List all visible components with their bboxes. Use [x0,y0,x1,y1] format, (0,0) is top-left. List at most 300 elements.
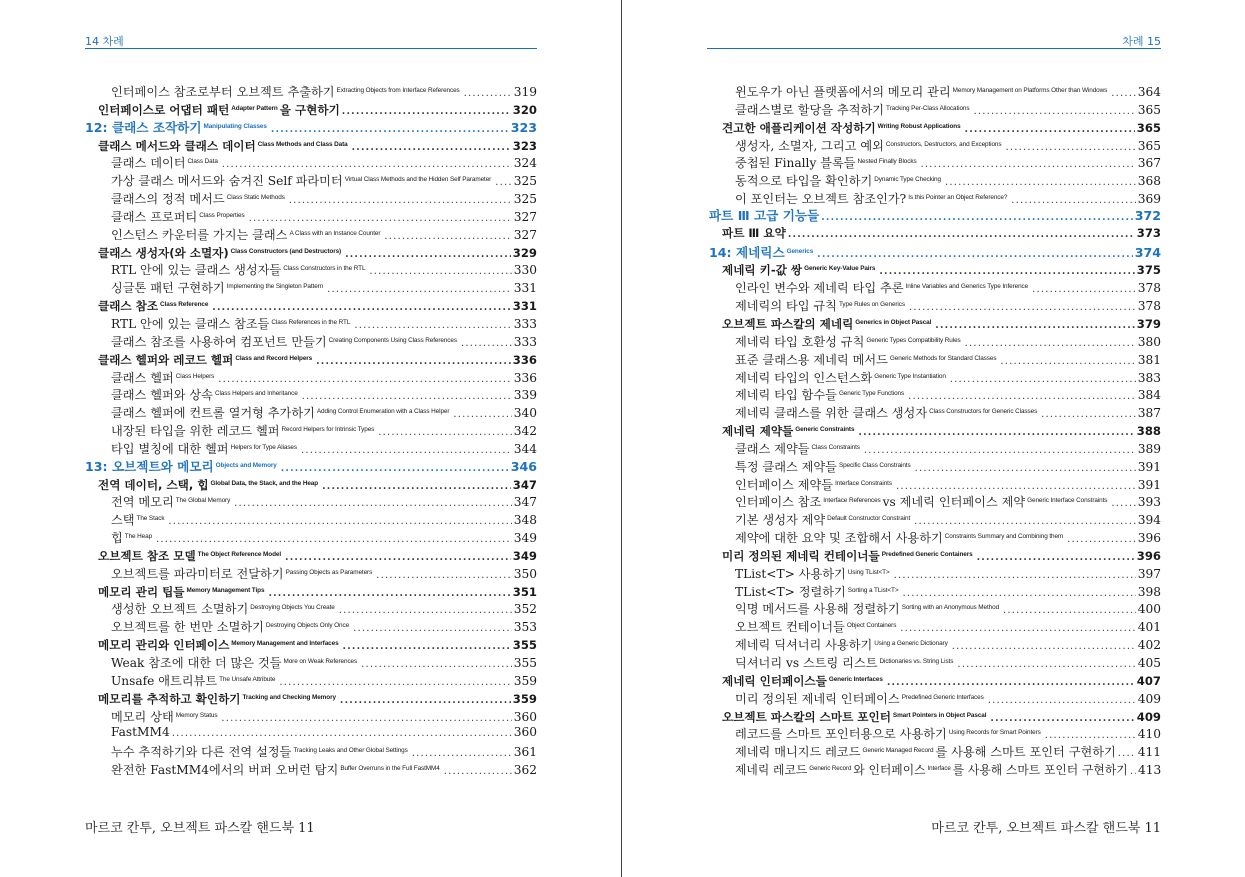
page-number: 323 [512,138,537,153]
page-number: 339 [513,388,537,403]
entry-title-text: 제네릭 제약들 [722,424,794,439]
entry-english-title: Type Rules on Generics [838,301,905,309]
page-number: 379 [1136,316,1161,331]
page-number: 380 [1137,334,1161,349]
entry-english-title: Destroying Objects Only Once [265,622,350,630]
entry-english-title: Generic Managed Record [862,747,934,755]
dot-leader [1111,495,1135,513]
toc-entry-level-2[interactable] [709,403,1161,421]
entry-title-text: 동적으로 타입을 확인하기 [735,174,873,189]
entry-english-title: Predefined Generic Containers [881,550,973,558]
toc-entry-level-2[interactable] [709,278,1161,296]
entry-english-title: Class Helpers [175,372,215,380]
toc-entry-level-2[interactable] [709,296,1161,314]
entry-title-continued: 을 구현하기 [279,102,340,117]
dot-leader [894,567,1136,585]
dot-leader [1041,406,1136,424]
entry-title-text: 클래스 생성자(와 소멸자) [98,245,229,260]
toc-entry-level-2[interactable] [709,82,1161,100]
dot-leader [1111,85,1136,103]
toc-entry-level-2[interactable] [85,189,537,207]
entry-english-title: Generic Type Instantiation [874,372,946,380]
toc-entry-level-2[interactable] [709,171,1161,189]
entry-english-title: Class References in the RTL [271,318,351,326]
entry-english-title: Creating Components Using Class References [328,336,457,344]
entry-english-title: Class Helpers and Inheritance [214,390,298,398]
page-number: 349 [512,548,537,563]
entry-english-title: Class Methods and Class Data [257,140,348,148]
entry-title-text: RTL 안에 있는 클래스 참조들 [111,316,270,331]
toc-entry-level-2[interactable] [85,368,537,386]
toc-entry-level-2[interactable] [85,653,537,671]
dot-leader [973,103,1135,121]
dot-leader [788,226,1135,244]
dot-leader [921,156,1136,174]
entry-english-title: Sorting with an Anonymous Method [901,604,1000,612]
page-number: 327 [513,209,537,224]
page-number: 396 [1137,531,1161,546]
toc-entry-level-1[interactable] [709,118,1161,136]
toc-entry-level-2[interactable] [709,617,1161,635]
toc-entry-level-2[interactable] [85,314,537,332]
entry-title-text: 14: 제네릭스 [709,244,785,260]
dot-leader [327,281,512,299]
entry-title-text: 메모리 관리와 인터페이스 [98,638,230,653]
entry-title-text: 기본 생성자 제약 [735,513,826,528]
entry-title-text: 전역 메모리 [111,495,174,510]
entry-english-title: Using a Generic Dictionary [874,640,948,648]
dot-leader [234,495,512,513]
toc-entry-level-1[interactable] [85,582,537,600]
entry-english-title: Global Data, the Stack, and the Heap [210,479,319,487]
page-number: 405 [1137,656,1161,670]
toc-entry-level-2[interactable] [709,439,1161,457]
page-number: 365 [1137,102,1161,117]
page-number: 325 [513,192,537,207]
toc-entry-level-1[interactable] [709,707,1161,725]
page-number: 391 [1137,459,1161,474]
dot-leader [821,209,1132,227]
entry-title [709,243,815,262]
entry-title [111,760,442,780]
entry-english-title: The Unsafe Attribute [219,675,276,683]
dot-leader [1032,281,1136,299]
dot-leader [1000,353,1135,371]
toc-entry-level-1[interactable] [85,296,537,314]
entry-english-title: Class Reference [160,301,209,309]
page-number: 411 [1137,745,1161,760]
page-number: 361 [513,745,537,760]
entry-english-title: Constraints Summary and Combining them [944,533,1064,541]
entry-english-title: Memory Status [175,711,218,719]
dot-leader [935,317,1135,335]
toc-entry-level-2[interactable] [709,385,1161,403]
entry-title-text: 견고한 애플리케이션 작성하기 [722,120,876,135]
toc-entry-level-1[interactable] [709,421,1161,439]
entry-title-text: 미리 정의된 제네릭 인터페이스 [735,691,900,706]
toc-entry-level-2[interactable] [709,350,1161,368]
entry-english-title: Interface Constraints [835,479,892,487]
toc-entry-level-2[interactable] [709,742,1161,760]
toc-entry-level-1[interactable] [709,260,1161,278]
entry-title-text: 표준 클래스용 제네릭 메서드 [735,352,888,367]
page-number: 365 [1137,138,1161,153]
toc-entry-level-0[interactable] [85,457,537,475]
toc-entry-level-2[interactable] [709,635,1161,653]
entry-english-title: The Global Memory [175,497,231,505]
entry-title-continued: 와 인터페이스 [853,763,926,778]
page-number: 381 [1137,352,1161,367]
page-number: 391 [1137,477,1161,492]
toc-entry-level-2[interactable] [85,724,537,742]
toc-entry-level-2[interactable] [709,368,1161,386]
page-number: 359 [512,691,537,706]
entry-title-text: 클래스 제약들 [735,441,810,456]
entry-title-text: 인터페이스 제약들 [735,477,834,492]
entry-title-text: 인스턴스 카운터를 가지는 클래스 [111,227,288,242]
entry-title-text: 인터페이스 참조로부터 오브젝트 추출하기 [111,85,335,99]
dot-leader [384,228,511,246]
entry-english-title: Smart Pointers in Object Pascal [892,711,987,719]
page-number: 342 [513,424,537,439]
entry-english-title: Class Constructors for Generic Classes [929,408,1038,416]
entry-english-title: Inline Variables and Generics Type Inference [905,283,1029,291]
toc-entry-level-2[interactable] [85,260,537,278]
page-number: 355 [512,638,537,653]
page-number: 394 [1137,513,1161,528]
entry-english-title: Generic Types Compatibility Rules [866,336,961,344]
toc-entry-level-1[interactable] [85,475,537,493]
page-number: 336 [512,352,537,367]
right-page-header: 차례 15 [1122,35,1161,48]
right-page [623,0,1245,877]
right-toc [709,82,1161,778]
entry-title-text: 전역 데이터, 스택, 힙 [98,477,209,492]
right-page-footer: 마르코 칸투, 오브젝트 파스칼 핸드북 11 [931,821,1161,836]
dot-leader [858,424,1134,442]
entry-english-title: Tracking Leaks and Other Global Settings [293,747,408,755]
dot-leader [353,620,512,638]
page-number: 372 [1134,207,1161,223]
entry-title-text: 싱글톤 패턴 구현하기 [111,281,225,296]
page-number: 400 [1137,602,1161,617]
toc-entry-level-2[interactable] [85,760,537,778]
entry-english-title: Object Containers [846,622,897,630]
toc-entry-level-2[interactable] [709,189,1161,207]
toc-entry-level-2[interactable] [709,724,1161,742]
page-number: 373 [1136,225,1161,240]
toc-entry-level-1[interactable] [709,546,1161,564]
page-number: 389 [1137,441,1161,456]
page-number: 387 [1137,406,1161,421]
toc-entry-level-0[interactable] [85,118,537,136]
toc-entry-level-1[interactable] [85,243,537,261]
toc-entry-level-2[interactable] [709,689,1161,707]
toc-entry-level-1[interactable] [85,635,537,653]
dot-leader [316,353,511,371]
toc-entry-level-2[interactable] [709,564,1161,582]
page-number: 401 [1137,620,1161,635]
entry-title [85,457,279,476]
toc-entry-level-2[interactable] [85,153,537,171]
entry-title-text: 클래스 참조 [98,299,159,314]
page-number: 407 [1136,673,1161,688]
entry-title-text: Weak 참조에 대한 더 많은 것들 [111,656,282,670]
entry-title [722,225,786,243]
dot-leader [343,638,511,656]
entry-title-text: TList<T> 사용하기 [735,566,846,581]
entry-english-title-2: Interface [927,765,951,773]
entry-english-title: Generic Record [809,765,852,773]
entry-title-text: 윈도우가 아닌 플랫폼에서의 메모리 관리 [735,85,951,99]
entry-english-title: Passing Objects as Parameters [285,568,373,576]
entry-title-text: 생성자, 소멸자, 그리고 예외 [735,138,884,153]
dot-leader [1130,763,1136,781]
entry-english-title: More on Weak References [283,658,358,665]
toc-entry-level-2[interactable] [85,207,537,225]
toc-entry-level-1[interactable] [85,689,537,707]
toc-entry-level-1[interactable] [85,546,537,564]
toc-entry-level-2[interactable] [709,492,1161,510]
entry-title-text: 익명 메서드를 사용해 정렬하기 [735,602,900,617]
page-number: 383 [1137,370,1161,385]
toc-entry-level-1[interactable] [85,136,537,154]
entry-title-text: 메모리 관리 팁들 [98,584,185,599]
entry-title-text: 클래스 데이터 [111,156,186,171]
toc-entry-level-2[interactable] [85,528,537,546]
page-number: 331 [512,299,537,314]
left-page-header: 14 차례 [85,35,124,48]
entry-english-title: Is this Pointer an Object Reference? [908,194,1008,202]
page-number: 352 [513,602,537,617]
toc-entry-level-2[interactable] [85,617,537,635]
entry-english-title: Writing Robust Applications [877,122,961,130]
page-number: 329 [512,245,537,260]
entry-title-text: 오브젝트 파스칼의 제네릭 [722,316,854,331]
entry-title-text: 오브젝트 컨테이너들 [735,620,845,635]
toc-entry-level-2[interactable] [85,439,537,457]
entry-title-text: 타입 별칭에 대한 헬퍼 [111,441,229,456]
toc-entry-level-2[interactable] [709,475,1161,493]
toc-entry-level-2[interactable] [85,332,537,350]
dot-leader [168,513,511,531]
page-number: 324 [513,156,537,171]
entry-title-text: 오브젝트를 한 번만 소멸하기 [111,620,264,635]
toc-entry-level-2[interactable] [85,403,537,421]
page-number: 398 [1137,584,1161,599]
toc-entry-level-2[interactable] [85,564,537,582]
entry-title-text: 인라인 변수와 제네릭 타입 추론 [735,281,904,296]
toc-entry-level-2[interactable] [85,492,537,510]
page-number: 364 [1137,85,1161,99]
entry-english-title: Class Constructors in the RTL [283,265,366,273]
page-number: 375 [1136,263,1161,278]
entry-english-title: Objects and Memory [215,461,277,469]
entry-english-title: Generic Key-Value Pairs [804,265,876,273]
toc-entry-level-2[interactable] [85,385,537,403]
entry-title-text: 클래스별로 할당을 추적하기 [735,102,885,117]
dot-leader [376,567,512,585]
toc-entry-level-2[interactable] [709,582,1161,600]
dot-leader [977,549,1135,567]
page-number: 409 [1136,709,1161,724]
entry-title-text: TList<T> 정렬하기 [735,584,846,599]
entry-english-title: Constructors, Destructors, and Exceptions [885,140,1002,148]
toc-entry-level-1[interactable] [709,671,1161,689]
entry-title-text: 제네릭 딕셔너리 사용하기 [735,638,873,653]
page-number: 367 [1137,156,1161,171]
entry-english-title: Using TList<T> [847,568,890,576]
page-number: 320 [512,102,537,117]
toc-entry-level-2[interactable] [709,760,1161,778]
page-number: 344 [513,441,537,456]
toc-entry-level-2[interactable] [709,332,1161,350]
toc-entry-level-1[interactable] [85,350,537,368]
toc-entry-level-2[interactable] [85,421,537,439]
page-number: 325 [513,174,537,189]
entry-title-text: 딕셔너리 vs 스트링 리스트 [735,656,878,670]
entry-title-text: 오브젝트 파스칼의 스마트 포인터 [722,709,891,724]
page-number: 349 [513,531,537,546]
page-number: 369 [1137,192,1161,207]
entry-title-text: 제네릭 클래스를 위한 클래스 생성자 [735,406,928,421]
page-number: 397 [1137,566,1161,581]
entry-english-title: Manipulating Classes [203,122,267,130]
entry-english-title: Dictionaries vs. String Lists [879,658,954,665]
toc-entry-level-2[interactable] [709,599,1161,617]
entry-title-text: 제네릭 타입 함수들 [735,388,837,403]
toc-entry-level-2[interactable] [85,707,537,725]
entry-english-title: Implementing the Singleton Pattern [226,283,324,291]
toc-entry-level-2[interactable] [709,100,1161,118]
page-number: 346 [510,458,537,474]
page-number: 333 [513,316,537,331]
entry-english-title: Class Constructors (and Destructors) [230,247,342,255]
page-number: 351 [512,584,537,599]
dot-leader [464,85,512,103]
toc-entry-level-2[interactable] [709,510,1161,528]
entry-title-text: 클래스 헬퍼와 레코드 헬퍼 [98,352,234,367]
dot-leader [1003,602,1136,620]
entry-title-text: FastMM4 [111,725,170,740]
entry-english-title: Generics in Object Pascal [855,318,932,326]
dot-leader [289,192,512,210]
entry-title-text: 13: 오브젝트와 메모리 [85,458,214,474]
entry-title-text: 가상 클래스 메서드와 숨겨진 Self 파라미터 [111,174,343,189]
entry-english-title: Specific Class Constraints [838,461,911,469]
entry-english-title: Nested Finally Blocks [857,158,917,166]
entry-english-title: Buffer Overruns in the Full FastMM4 [340,765,440,773]
page-number: 402 [1137,638,1161,653]
toc-entry-level-2[interactable] [85,225,537,243]
page-number: 347 [513,495,537,510]
entry-english-title: Class Data [187,158,218,166]
entry-title-text: 생성한 오브젝트 소멸하기 [111,602,249,617]
entry-title-text: 제네릭 키-값 쌍 [722,263,803,278]
entry-english-title: Predefined Generic Interfaces [901,693,984,701]
entry-title-continued: vs 제네릭 인터페이스 제약 [882,495,1026,510]
entry-title-text: 클래스 프로퍼티 [111,209,198,224]
dot-leader [345,246,511,264]
page-number: 327 [513,227,537,242]
toc-entry-level-1[interactable] [709,225,1161,243]
entry-title-text: 클래스 헬퍼에 컨트롤 열거형 추가하기 [111,406,315,421]
dot-leader [453,406,511,424]
entry-title-text: 클래스 헬퍼 [111,370,174,385]
entry-english-title: Dynamic Type Checking [874,176,941,184]
page-number: 410 [1137,727,1161,742]
dot-leader [988,692,1136,710]
entry-title-text: 내장된 타입을 위한 레코드 헬퍼 [111,424,280,439]
toc-entry-level-2[interactable] [85,742,537,760]
toc-entry-level-2[interactable] [85,171,537,189]
page-number: 362 [513,763,537,778]
toc-entry-level-0[interactable] [709,243,1161,261]
entry-english-title: Memory Management on Platforms Other than Windows [952,87,1108,94]
dot-leader [1067,531,1136,549]
entry-english-title: Memory Management Tips [186,586,265,594]
page-number: 323 [510,119,537,135]
entry-title-text: 메모리 상태 [111,709,174,724]
dot-leader [444,763,512,781]
toc-entry-level-2[interactable] [85,671,537,689]
page-number: 396 [1136,548,1161,563]
entry-english-title: Tracking and Checking Memory [242,693,336,701]
dot-leader [301,442,512,460]
page-number: 333 [513,334,537,349]
entry-title-text: Unsafe 애트리뷰트 [111,673,218,688]
dot-leader [1118,745,1136,763]
entry-title-text: 중첩된 Finally 블록들 [735,156,856,171]
dot-leader [1011,192,1135,210]
entry-english-title: Record Helpers for Intrinsic Types [281,426,375,434]
toc-entry-level-0[interactable] [709,207,1161,225]
entry-title-text: 제네릭 타입의 인스턴스화 [735,370,873,385]
toc-entry-level-2[interactable] [85,599,537,617]
page-number: 378 [1137,281,1161,296]
toc-entry-level-2[interactable] [85,278,537,296]
entry-english-title: The Stack [136,515,165,523]
dot-leader [352,139,511,157]
left-page-footer: 마르코 칸투, 오브젝트 파스칼 핸드북 11 [85,821,315,836]
toc-entry-level-1[interactable] [85,100,537,118]
entry-english-title: Class and Record Helpers [235,354,313,362]
left-header-rule [85,48,537,49]
toc-entry-level-2[interactable] [709,153,1161,171]
toc-entry-level-2[interactable] [85,82,537,100]
entry-title [85,118,269,137]
toc-entry-level-2[interactable] [709,136,1161,154]
entry-english-title: The Heap [124,533,153,541]
entry-title-text: 제네릭의 타입 규칙 [735,299,837,314]
toc-entry-level-1[interactable] [709,314,1161,332]
entry-english-title: Extracting Objects from Interface References [336,87,460,94]
toc-entry-level-2[interactable] [709,457,1161,475]
entry-english-title: A Class with an Instance Counter [289,229,381,237]
toc-entry-level-2[interactable] [709,528,1161,546]
entry-english-title: Adding Control Enumeration with a Class Helper [316,408,450,416]
toc-entry-level-2[interactable] [709,653,1161,671]
entry-title-text: 제네릭 타입 호환성 규칙 [735,334,865,349]
toc-entry-level-2[interactable] [85,510,537,528]
page-number: 330 [513,263,537,278]
page-number: 393 [1137,495,1161,510]
dot-leader [172,725,512,743]
right-header-rule [707,48,1161,49]
entry-title [111,724,170,742]
page-number: 368 [1137,174,1161,189]
entry-title-text: 제네릭 인터페이스들 [722,673,827,688]
